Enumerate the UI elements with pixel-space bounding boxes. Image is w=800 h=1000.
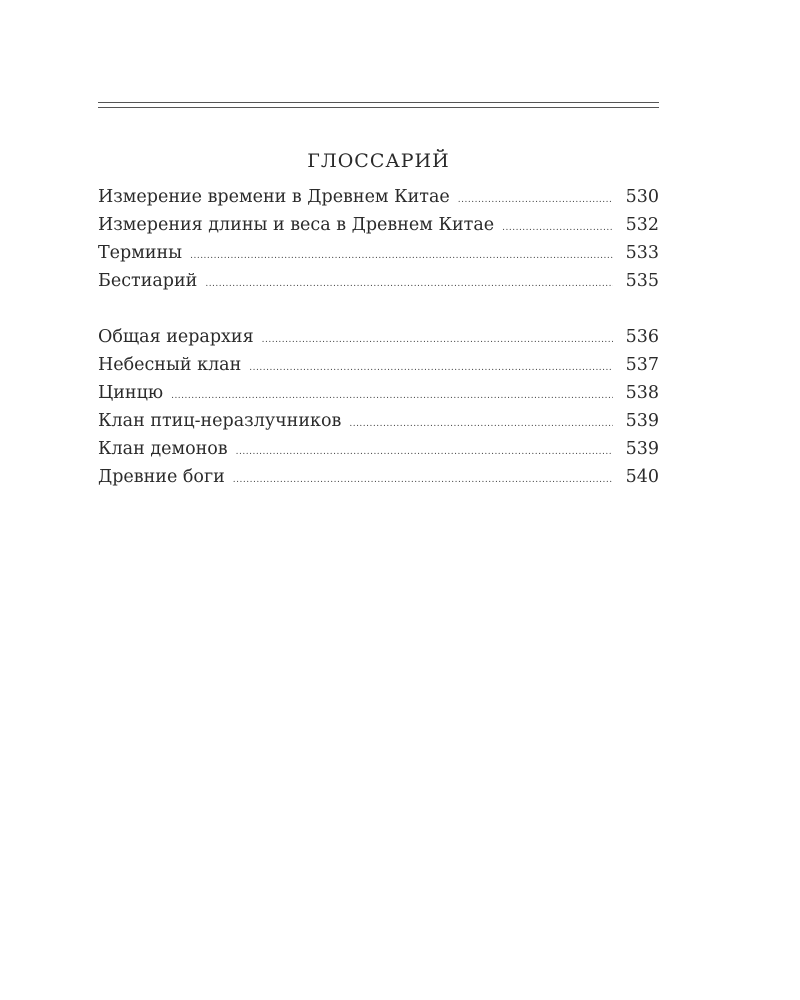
dot-leader [349, 420, 613, 429]
toc-entry-title: Общая иерархия [98, 327, 254, 347]
dot-leader [171, 392, 613, 401]
toc-entry[interactable] [98, 211, 659, 239]
toc-entry-page: 535 [625, 271, 659, 291]
toc-entry[interactable] [98, 351, 659, 379]
toc-entry[interactable] [98, 379, 659, 407]
toc-entry-title: Термины [98, 243, 183, 263]
toc-entry-page: 539 [625, 411, 659, 431]
toc-entry-title: Измерение времени в Древнем Китае [98, 187, 450, 207]
dot-leader [458, 196, 613, 205]
toc-entry-title: Бестиарий [98, 271, 198, 291]
dot-leader [233, 476, 613, 485]
toc-entry-page: 536 [625, 327, 659, 347]
toc-entry[interactable] [98, 323, 659, 351]
toc-entry-page: 540 [625, 467, 659, 487]
toc-entry-title: Клан птиц-неразлучников [98, 411, 342, 431]
toc-entry-title: Клан демонов [98, 439, 228, 459]
toc-entry[interactable] [98, 435, 659, 463]
toc-entry-page: 539 [625, 439, 659, 459]
dot-leader [249, 364, 613, 373]
toc-entry-page: 538 [625, 383, 659, 403]
dot-leader [190, 252, 613, 261]
toc-entry[interactable] [98, 407, 659, 435]
toc-entry-page: 530 [625, 187, 659, 207]
toc-entry[interactable] [98, 183, 659, 211]
toc-entry-title: Цинцю [98, 383, 164, 403]
dot-leader [236, 448, 613, 457]
toc-entry-title: Небесный клан [98, 355, 242, 375]
toc-entry[interactable] [98, 463, 659, 491]
top-rule-upper [98, 102, 659, 103]
toc-entry-title: Древние боги [98, 467, 225, 487]
top-rule-lower [98, 107, 659, 108]
toc-entry[interactable] [98, 267, 659, 295]
dot-leader [262, 336, 613, 345]
toc-entry-page: 537 [625, 355, 659, 375]
toc-entry-page: 532 [625, 215, 659, 235]
toc-entry-page: 533 [625, 243, 659, 263]
glossary-heading: ГЛОССАРИЙ [307, 150, 450, 172]
toc-entry-title: Измерения длины и веса в Древнем Китае [98, 215, 495, 235]
dot-leader [502, 224, 613, 233]
table-of-contents [98, 183, 659, 491]
dot-leader [205, 280, 613, 289]
toc-entry[interactable] [98, 239, 659, 267]
